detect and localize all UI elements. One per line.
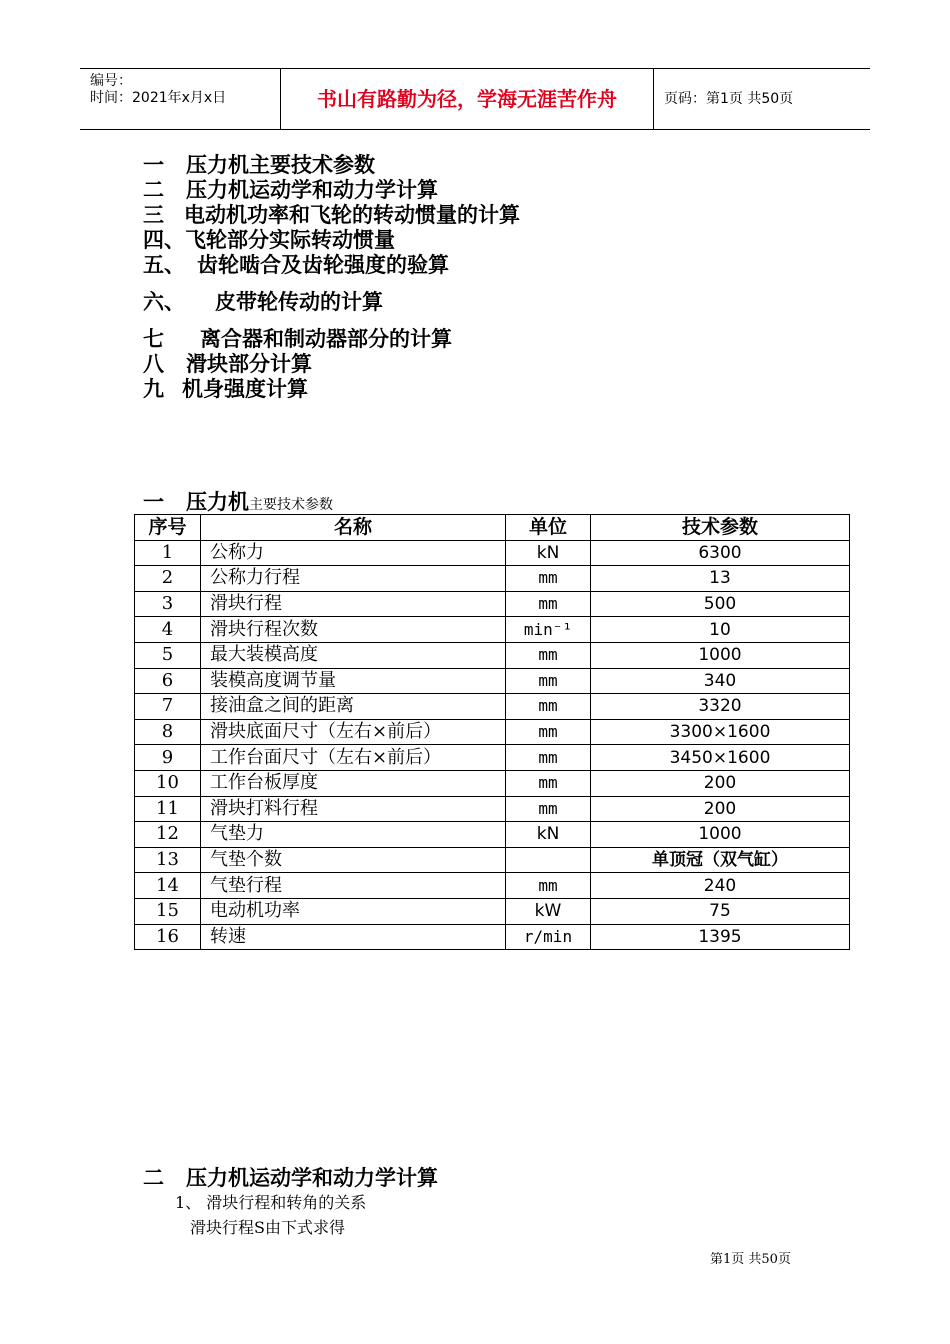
toc-item	[143, 351, 312, 377]
row-value: 240	[591, 873, 850, 899]
row-no: 12	[135, 822, 201, 848]
toc-item	[143, 177, 438, 203]
table-row	[135, 694, 850, 720]
row-unit: mm	[506, 796, 591, 822]
section-2-title-text: 压力机运动学和动力学计算	[186, 1165, 438, 1190]
row-no: 9	[135, 745, 201, 771]
row-unit: mm	[506, 668, 591, 694]
header-unit: 单位	[506, 515, 591, 541]
section-1-title-big: 压力机	[186, 489, 249, 514]
row-name: 电动机功率	[201, 898, 506, 924]
page-footer: 第1页 共50页	[710, 1252, 791, 1267]
table-row	[135, 642, 850, 668]
section-2-text-1: 滑块行程S由下式求得	[190, 1218, 345, 1237]
row-unit: r/min	[506, 924, 591, 950]
date-text: 时间：2021年x月x日	[90, 90, 227, 106]
row-no: 13	[135, 847, 201, 873]
toc-title: 压力机主要技术参数	[186, 152, 375, 177]
row-name: 气垫力	[201, 822, 506, 848]
toc-title: 电动机功率和飞轮的转动惯量的计算	[184, 202, 520, 227]
number-label: 编号：	[90, 73, 132, 89]
motto: 书山有路勤为径，学海无涯苦作舟	[317, 87, 617, 111]
table-row	[135, 745, 850, 771]
row-value: 单顶冠（双气缸）	[591, 847, 850, 873]
toc-title: 机身强度计算	[182, 376, 308, 401]
table-header-row	[135, 515, 850, 541]
row-name: 滑块行程次数	[201, 617, 506, 643]
header-page-cell	[654, 69, 870, 129]
toc-num: 六、	[143, 289, 185, 314]
row-unit: kW	[506, 898, 591, 924]
table-row	[135, 668, 850, 694]
toc-item	[143, 326, 452, 352]
toc-item	[143, 227, 395, 253]
toc-title: 飞轮部分实际转动惯量	[185, 227, 395, 252]
table-row	[135, 822, 850, 848]
row-value: 200	[591, 796, 850, 822]
row-unit: mm	[506, 591, 591, 617]
row-value: 340	[591, 668, 850, 694]
row-value: 10	[591, 617, 850, 643]
table-row	[135, 898, 850, 924]
row-no: 7	[135, 694, 201, 720]
row-no: 11	[135, 796, 201, 822]
row-value: 200	[591, 770, 850, 796]
section-2-title	[143, 1165, 438, 1191]
toc-num: 五、	[143, 252, 185, 277]
header-value: 技术参数	[591, 515, 850, 541]
toc-num: 四、	[143, 227, 185, 252]
table-row	[135, 617, 850, 643]
row-no: 5	[135, 642, 201, 668]
header-info-cell	[80, 69, 281, 129]
row-value: 6300	[591, 540, 850, 566]
table-row	[135, 924, 850, 950]
row-value: 3300×1600	[591, 719, 850, 745]
toc-item	[143, 376, 308, 402]
row-name: 装模高度调节量	[201, 668, 506, 694]
row-unit	[506, 847, 591, 873]
row-name: 接油盒之间的距离	[201, 694, 506, 720]
row-no: 3	[135, 591, 201, 617]
row-name: 工作台面尺寸（左右×前后）	[201, 745, 506, 771]
row-value: 1000	[591, 822, 850, 848]
row-name: 转速	[201, 924, 506, 950]
header-no: 序号	[135, 515, 201, 541]
toc-item	[143, 289, 383, 315]
row-no: 10	[135, 770, 201, 796]
row-value: 75	[591, 898, 850, 924]
page-header	[80, 68, 870, 130]
row-name: 工作台板厚度	[201, 770, 506, 796]
table-row	[135, 719, 850, 745]
row-unit: mm	[506, 770, 591, 796]
row-unit: mm	[506, 745, 591, 771]
row-no: 6	[135, 668, 201, 694]
header-page-number: 页码：第1页 共50页	[664, 91, 794, 107]
row-no: 8	[135, 719, 201, 745]
toc-title: 滑块部分计算	[186, 351, 312, 376]
section-2-num: 二	[143, 1165, 164, 1190]
toc-num: 七	[143, 326, 164, 351]
row-value: 500	[591, 591, 850, 617]
row-name: 滑块行程	[201, 591, 506, 617]
header-name: 名称	[201, 515, 506, 541]
table-row	[135, 796, 850, 822]
row-value: 13	[591, 566, 850, 592]
row-no: 4	[135, 617, 201, 643]
row-value: 3320	[591, 694, 850, 720]
row-no: 2	[135, 566, 201, 592]
toc-num: 三	[143, 202, 164, 227]
row-name: 滑块底面尺寸（左右×前后）	[201, 719, 506, 745]
toc-num: 九	[143, 376, 164, 401]
table-row	[135, 847, 850, 873]
toc-item	[143, 152, 375, 178]
row-value: 1000	[591, 642, 850, 668]
row-unit: kN	[506, 822, 591, 848]
row-unit: kN	[506, 540, 591, 566]
toc-title: 离合器和制动器部分的计算	[200, 326, 452, 351]
row-name: 公称力行程	[201, 566, 506, 592]
parameter-table	[134, 514, 850, 950]
row-no: 16	[135, 924, 201, 950]
section-1-num: 一	[143, 489, 164, 514]
header-motto-cell	[281, 69, 654, 129]
table-row	[135, 591, 850, 617]
table-row	[135, 566, 850, 592]
row-name: 公称力	[201, 540, 506, 566]
row-value: 1395	[591, 924, 850, 950]
row-unit: min⁻¹	[506, 617, 591, 643]
toc-title: 压力机运动学和动力学计算	[186, 177, 438, 202]
row-no: 14	[135, 873, 201, 899]
toc-num: 二	[143, 177, 164, 202]
row-name: 气垫个数	[201, 847, 506, 873]
row-no: 15	[135, 898, 201, 924]
toc-title: 齿轮啮合及齿轮强度的验算	[197, 252, 449, 277]
row-value: 3450×1600	[591, 745, 850, 771]
section-2-item-1: 1、 滑块行程和转角的关系	[175, 1193, 367, 1212]
toc-num: 一	[143, 152, 164, 177]
row-no: 1	[135, 540, 201, 566]
table-row	[135, 540, 850, 566]
row-unit: mm	[506, 873, 591, 899]
row-name: 滑块打料行程	[201, 796, 506, 822]
row-unit: mm	[506, 566, 591, 592]
table-row	[135, 770, 850, 796]
table-row	[135, 873, 850, 899]
row-name: 最大装模高度	[201, 642, 506, 668]
toc-item	[143, 202, 520, 228]
toc-item	[143, 252, 449, 278]
row-unit: mm	[506, 719, 591, 745]
toc-num: 八	[143, 351, 164, 376]
row-unit: mm	[506, 694, 591, 720]
row-unit: mm	[506, 642, 591, 668]
section-1-title-small: 主要技术参数	[249, 497, 333, 513]
row-name: 气垫行程	[201, 873, 506, 899]
toc-title: 皮带轮传动的计算	[215, 289, 383, 314]
